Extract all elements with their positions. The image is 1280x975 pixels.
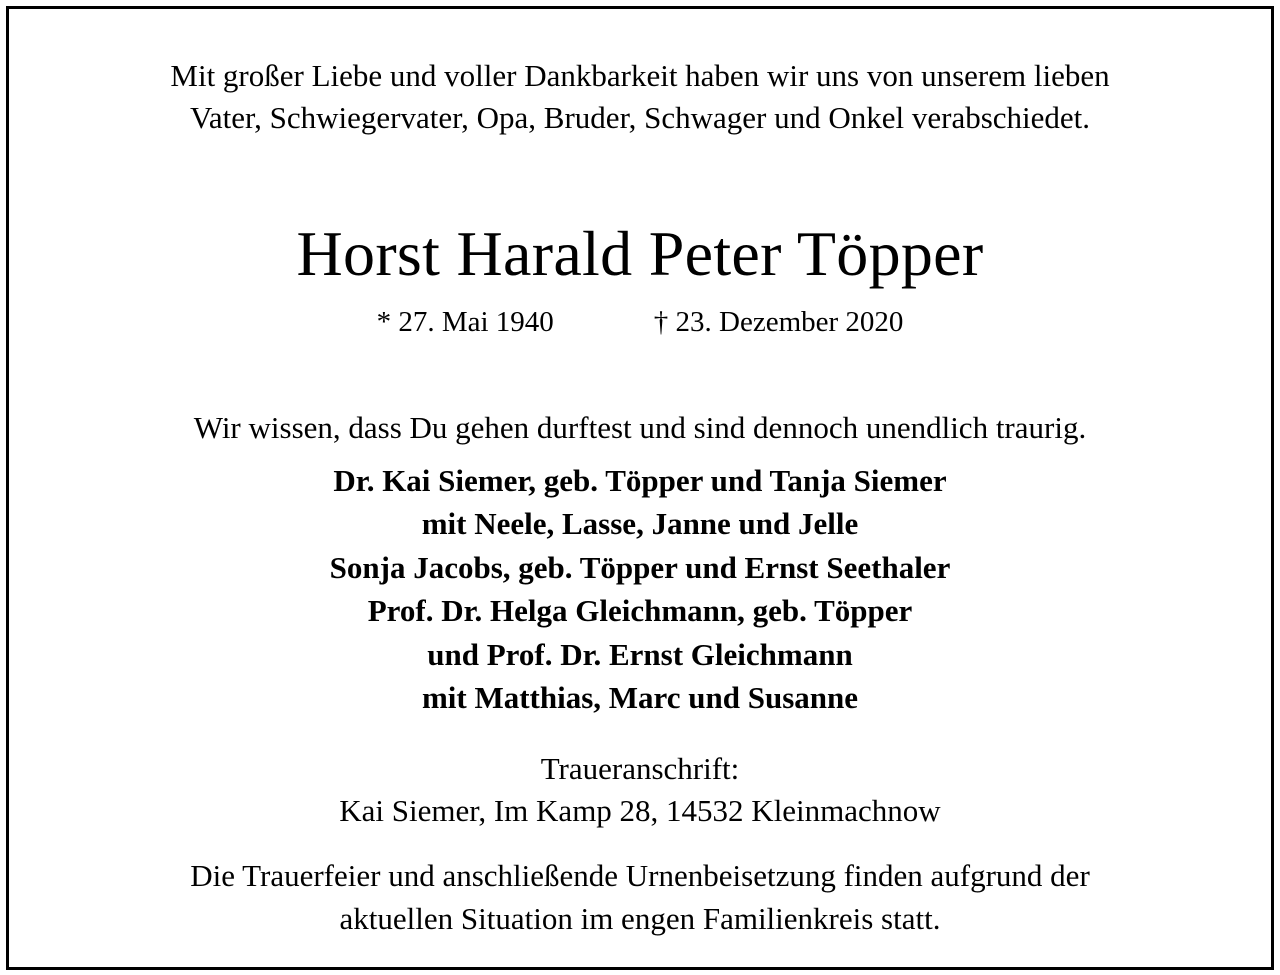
sentiment-line: Wir wissen, dass Du gehen durftest und sind dennoch unendlich traurig.	[193, 410, 1087, 445]
obituary-border	[6, 6, 1274, 970]
birth-date: * 27. Mai 1940	[376, 306, 554, 338]
address: Kai Siemer, Im Kamp 28, 14532 Kleinmachnow	[339, 793, 941, 828]
closing-line-2: aktuellen Situation im engen Familienkreis statt.	[339, 901, 941, 936]
obituary-notice	[9, 9, 1271, 967]
family-line-5: und Prof. Dr. Ernst Gleichmann	[427, 637, 853, 672]
family-line-2: mit Neele, Lasse, Janne und Jelle	[421, 506, 859, 541]
family-line-4: Prof. Dr. Helga Gleichmann, geb. Töpper	[367, 593, 913, 628]
closing-line-1: Die Trauerfeier und anschließende Urnenbeisetzung finden aufgrund der	[190, 858, 1090, 893]
family-line-3: Sonja Jacobs, geb. Töpper und Ernst Seethaler	[329, 550, 951, 585]
life-dates	[9, 305, 1271, 339]
deceased-name: Horst Harald Peter Töpper	[296, 218, 984, 289]
intro-line-2: Vater, Schwiegervater, Opa, Bruder, Schwager und Onkel verabschiedet.	[189, 100, 1091, 135]
death-date: † 23. Dezember 2020	[653, 306, 904, 338]
family-line-6: mit Matthias, Marc und Susanne	[421, 680, 859, 715]
intro-line-1: Mit großer Liebe und voller Dankbarkeit haben wir uns von unserem lieben	[170, 58, 1110, 93]
family-line-1: Dr. Kai Siemer, geb. Töpper und Tanja Siemer	[333, 463, 947, 498]
address-label: Traueranschrift:	[540, 751, 740, 786]
